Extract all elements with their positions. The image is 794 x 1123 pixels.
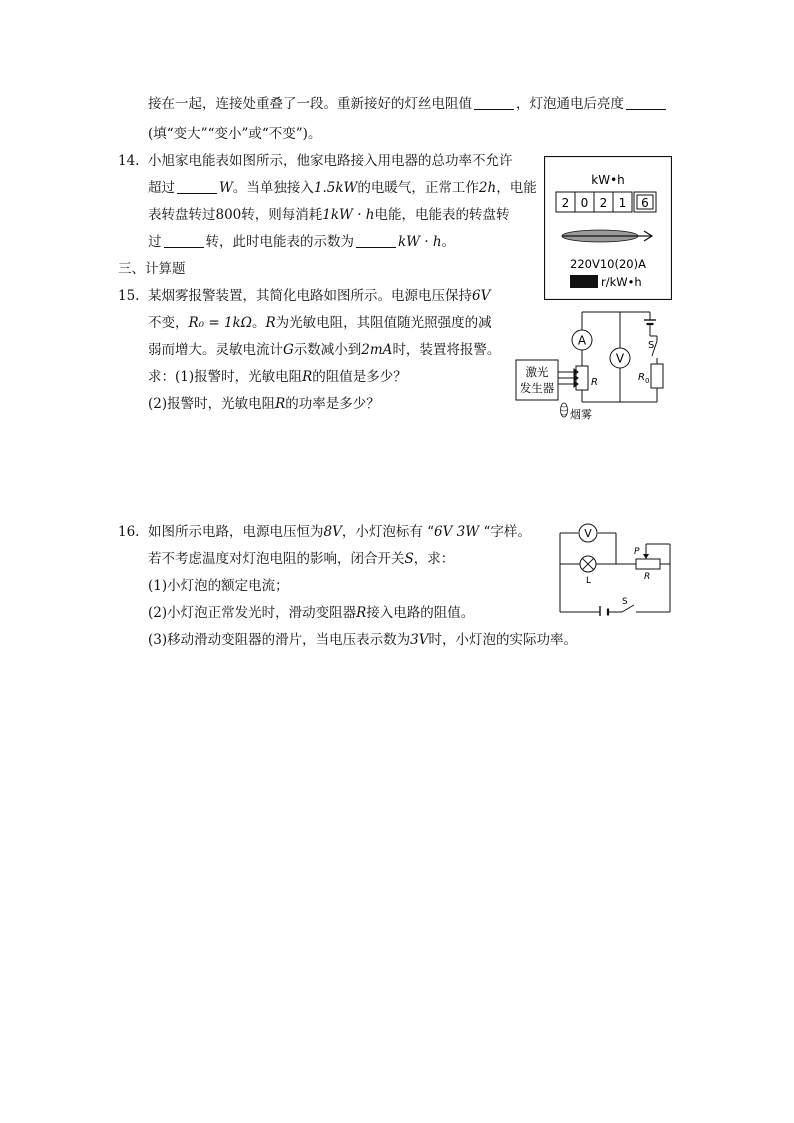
smoke-label: 烟雾 (570, 408, 592, 421)
q14-blank-3[interactable] (356, 233, 396, 248)
unit: W (219, 180, 233, 196)
q16-line-2 (148, 549, 454, 569)
symbol: R (302, 369, 313, 385)
text: 过 (148, 234, 162, 250)
text: 为光敏电阻，其阻值随光照强度的减 (275, 315, 492, 331)
text: 若不考虑温度对灯泡电阻的影响，闭合开关 (148, 551, 405, 567)
text: 电能，电能表的转盘转 (374, 207, 510, 223)
meter-digit: 0 (580, 196, 589, 210)
meter-rating: 220V10(20)A (570, 257, 646, 271)
text: 。当单独接入 (232, 180, 314, 196)
q14-number: 14. (118, 153, 140, 169)
voltmeter-label: V (584, 527, 592, 540)
meter-rev-unit: r/kW•h (601, 275, 642, 289)
ammeter-icon (572, 330, 592, 350)
meter-digit: 2 (561, 196, 570, 210)
meter-digit: 1 (618, 196, 627, 210)
text: 某烟雾报警装置，其简化电路如图所示。电源电压保持 (148, 288, 472, 304)
text: 接入电路的阻值。 (366, 605, 475, 621)
symbol: R (275, 396, 286, 412)
unit: 1kW · h (322, 207, 375, 223)
q14-line-1: 小旭家电能表如图所示，他家电路接入用电器的总功率不允许 (148, 153, 513, 169)
text: 时，装置将报警。 (392, 342, 501, 358)
q15-line-4 (148, 367, 407, 387)
voltmeter-icon (610, 348, 630, 368)
laser-label-2: 发生器 (519, 381, 555, 395)
text: ，电能 (496, 180, 537, 196)
text: 的电暖气，正常工作 (357, 180, 479, 196)
lamp-rheostat-circuit (556, 520, 674, 616)
smoke-icon (561, 403, 568, 417)
lamp-icon (580, 556, 596, 572)
value: 6V 3W (434, 524, 480, 540)
text: 。 (251, 315, 266, 331)
text: 弱而增大。灵敏电流计 (148, 342, 283, 358)
value: 1.5kW (313, 180, 358, 196)
q14-line-2 (148, 178, 537, 198)
laser-label-1: 激光 (525, 365, 549, 379)
text: ，求： (413, 551, 455, 567)
text: 示数减小到 (293, 342, 362, 358)
value: 3V (410, 632, 429, 648)
ammeter-label: A (577, 333, 587, 348)
q13-blank-1[interactable] (474, 95, 514, 110)
text: 求：(1)报警时，光敏电阻 (148, 369, 303, 385)
q14-line-3 (148, 205, 510, 225)
meter-unit: kW•h (591, 173, 625, 187)
q16-line-1 (148, 522, 531, 542)
value: 8V (323, 524, 342, 540)
q16-line-4 (148, 603, 474, 623)
lamp-label: L (586, 576, 592, 586)
value: 2mA (361, 342, 393, 358)
text: 时，小灯泡的实际功率。 (428, 632, 577, 648)
battery-icon (600, 606, 608, 616)
q15-line-5 (148, 394, 380, 414)
unit: kW · h (398, 234, 442, 250)
text: (3)移动滑动变阻器的滑片，当电压表示数为 (148, 632, 411, 648)
photoresistor-label: R (591, 377, 598, 388)
text: 表转盘转过 (148, 207, 216, 223)
q13-line-1 (148, 94, 668, 114)
text: (2)小灯泡正常发光时，滑动变阻器 (148, 605, 357, 621)
q15-line-1 (148, 286, 490, 306)
q13-text: 接在一起，连接处重叠了一段。重新接好的灯丝电阻值 (148, 96, 472, 112)
meter-digit: 6 (641, 196, 649, 210)
energy-meter-figure (544, 156, 672, 300)
slider-label: P (634, 547, 640, 557)
voltmeter-label: V (615, 351, 625, 366)
meter-constant-redacted (570, 275, 598, 288)
q15-number: 15. (118, 288, 140, 304)
switch-label: S (622, 597, 628, 607)
text: 转，此时电能表的示数为 (205, 234, 354, 250)
voltmeter-icon (579, 524, 597, 542)
laser-beam-arrows (558, 369, 578, 387)
value: 800 (215, 207, 242, 223)
q14-blank-1[interactable] (177, 179, 217, 194)
meter-digit: 2 (599, 196, 608, 210)
symbol: R (356, 605, 367, 621)
r0-label: R (638, 372, 645, 383)
text: ，小灯泡标有 “ (341, 524, 435, 540)
text: (2)报警时，光敏电阻 (148, 396, 276, 412)
smoke-alarm-circuit (514, 306, 670, 424)
value: 2h (478, 180, 497, 196)
section-title: 三、计算题 (118, 261, 186, 277)
q13-line-2: (填“变大”“变小”或“不变”)。 (148, 126, 322, 142)
slider-arrow-icon (643, 554, 649, 559)
text: 。 (441, 234, 456, 250)
q16-number: 16. (118, 524, 140, 540)
value: 6V (472, 288, 491, 304)
switch-label: S (648, 340, 655, 351)
q13-text: ，灯泡通电后亮度 (516, 96, 624, 112)
text: 转，则每消耗 (241, 207, 323, 223)
value: R₀ = 1kΩ (188, 315, 252, 331)
q16-line-5 (148, 630, 577, 650)
text: 的功率是多少？ (285, 396, 380, 412)
symbol: R (265, 315, 276, 331)
text: 不变， (148, 315, 189, 331)
symbol: G (283, 342, 294, 358)
text: 如图所示电路，电源电压恒为 (148, 524, 324, 540)
text: 超过 (148, 180, 175, 196)
q13-blank-2[interactable] (626, 95, 666, 110)
laser-generator (516, 360, 558, 400)
r0-subscript: 0 (645, 377, 650, 385)
q14-line-4 (148, 232, 455, 252)
rheostat-label: R (644, 572, 651, 582)
text: “字样。 (479, 524, 531, 540)
q16-line-3: (1)小灯泡的额定电流； (148, 578, 289, 594)
q15-line-2 (148, 313, 492, 333)
text: 的阻值是多少？ (312, 369, 407, 385)
circuit-wires (560, 533, 670, 612)
symbol: S (404, 551, 414, 567)
q14-blank-2[interactable] (164, 233, 204, 248)
q15-line-3 (148, 340, 500, 360)
